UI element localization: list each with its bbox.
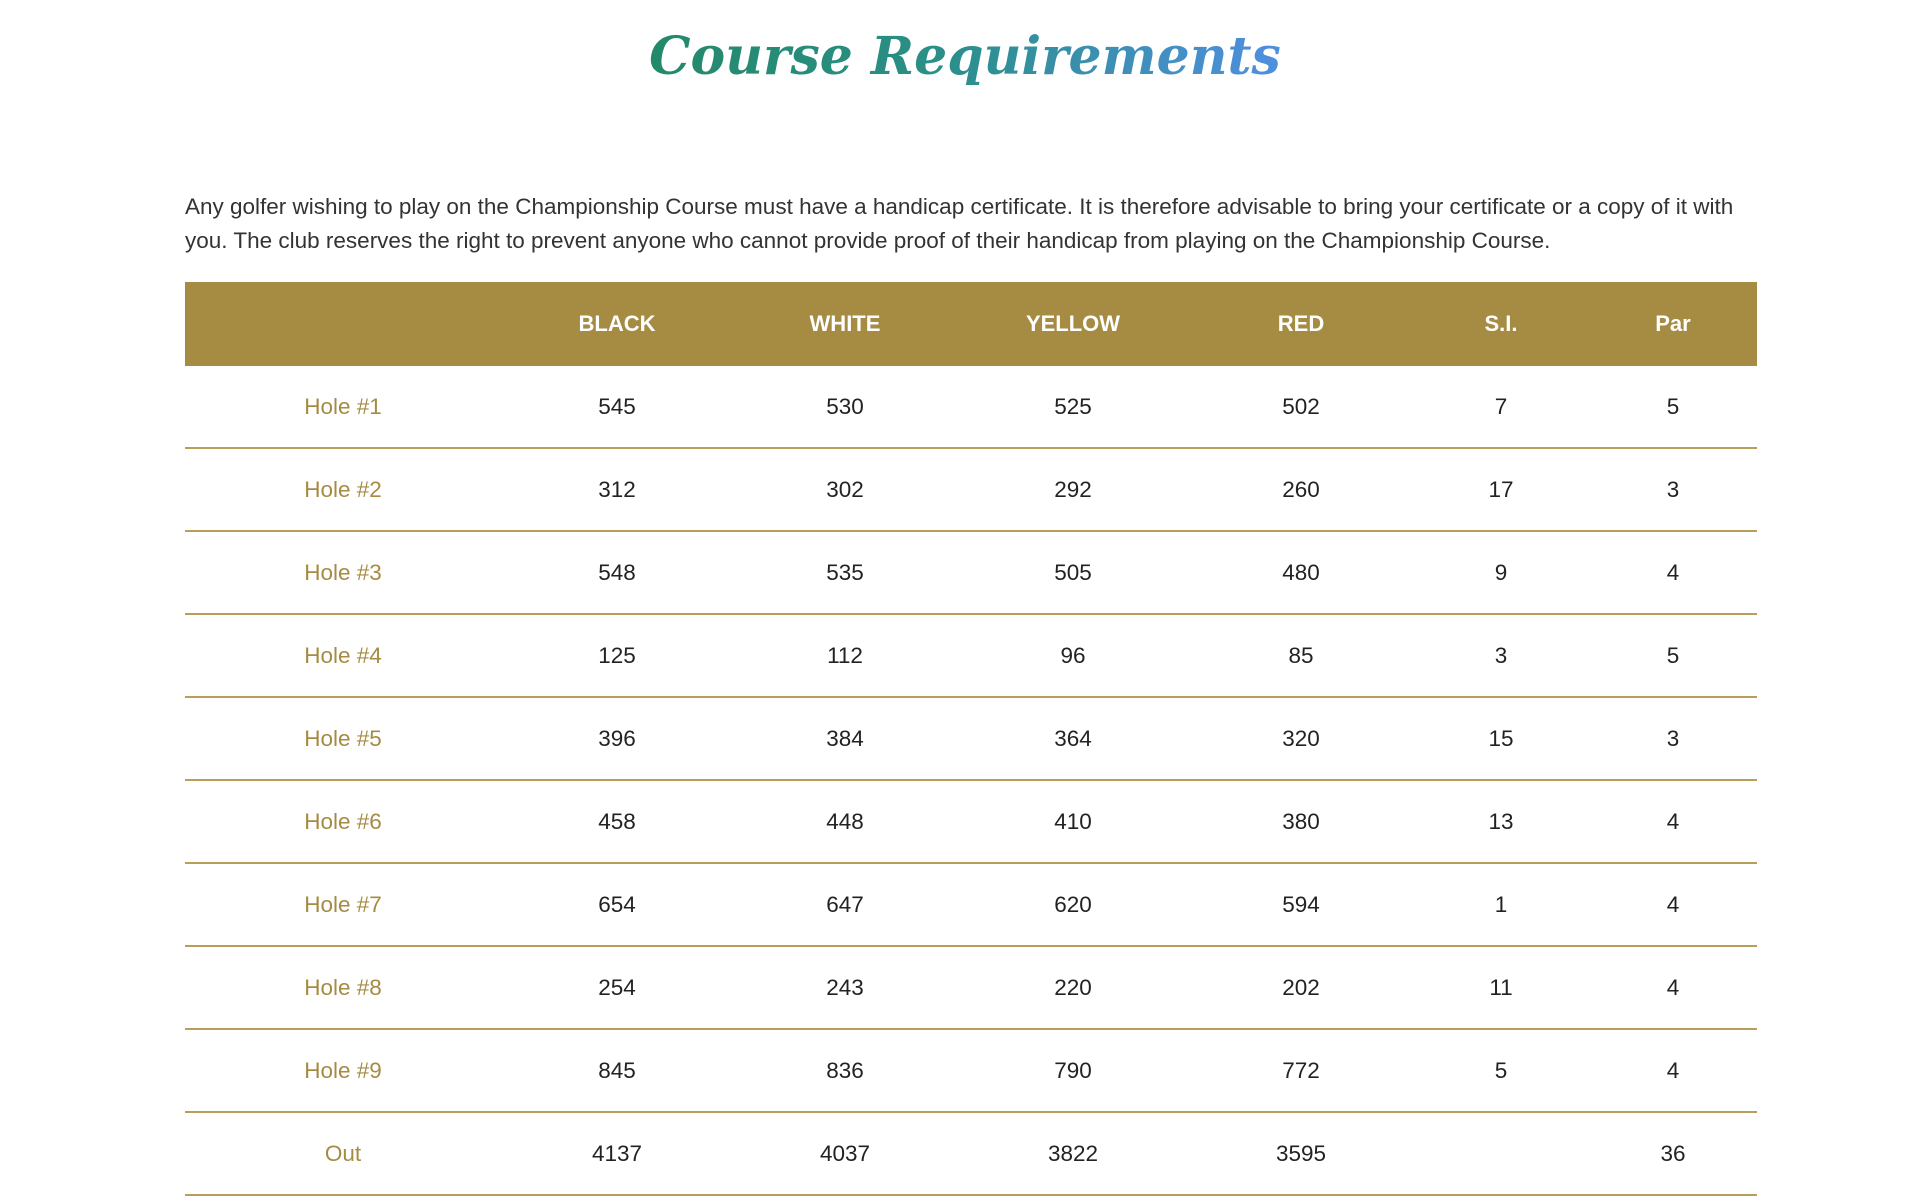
table-header	[185, 282, 1757, 366]
table-body	[185, 366, 1757, 1195]
cell-si: 9	[1413, 531, 1589, 614]
cell-hole-label: Hole #5	[185, 697, 501, 780]
cell-black: 458	[501, 780, 733, 863]
cell-white: 302	[733, 448, 957, 531]
cell-si: 15	[1413, 697, 1589, 780]
cell-hole-label: Hole #8	[185, 946, 501, 1029]
cell-si: 1	[1413, 863, 1589, 946]
table-row	[185, 780, 1757, 863]
cell-yellow: 96	[957, 614, 1189, 697]
cell-black: 4137	[501, 1112, 733, 1195]
cell-par: 4	[1589, 863, 1757, 946]
cell-red: 502	[1189, 366, 1413, 448]
table-header-row	[185, 282, 1757, 366]
table-row	[185, 946, 1757, 1029]
cell-white: 647	[733, 863, 957, 946]
cell-hole-label: Out	[185, 1112, 501, 1195]
cell-white: 4037	[733, 1112, 957, 1195]
cell-hole-label: Hole #2	[185, 448, 501, 531]
cell-hole-label: Hole #7	[185, 863, 501, 946]
cell-white: 112	[733, 614, 957, 697]
cell-black: 312	[501, 448, 733, 531]
cell-black: 548	[501, 531, 733, 614]
cell-yellow: 410	[957, 780, 1189, 863]
cell-black: 845	[501, 1029, 733, 1112]
cell-black: 125	[501, 614, 733, 697]
header-cell-par: Par	[1655, 311, 1691, 336]
table-row	[185, 1029, 1757, 1112]
cell-white: 530	[733, 366, 957, 448]
cell-red: 85	[1189, 614, 1413, 697]
cell-si	[1413, 1112, 1589, 1195]
cell-si: 17	[1413, 448, 1589, 531]
cell-hole-label: Hole #6	[185, 780, 501, 863]
course-requirements-table	[185, 282, 1757, 1196]
cell-white: 535	[733, 531, 957, 614]
cell-hole-label: Hole #9	[185, 1029, 501, 1112]
cell-yellow: 364	[957, 697, 1189, 780]
cell-par: 3	[1589, 697, 1757, 780]
cell-par: 5	[1589, 614, 1757, 697]
table-row	[185, 531, 1757, 614]
cell-hole-label: Hole #1	[185, 366, 501, 448]
cell-yellow: 3822	[957, 1112, 1189, 1195]
cell-si: 13	[1413, 780, 1589, 863]
header-cell-white: WHITE	[809, 311, 881, 336]
table-row	[185, 1112, 1757, 1195]
table-row	[185, 614, 1757, 697]
cell-white: 384	[733, 697, 957, 780]
course-table-container	[185, 282, 1757, 1196]
cell-si: 3	[1413, 614, 1589, 697]
cell-yellow: 790	[957, 1029, 1189, 1112]
intro-paragraph: Any golfer wishing to play on the Championship Course must have a handicap certificate. It is therefore advisable to bring your certificate or a copy of it with you. The club reserves the right to prevent anyone who cannot provide proof of their handicap from playing on the Championship Course.	[185, 194, 1734, 253]
cell-black: 254	[501, 946, 733, 1029]
cell-hole-label: Hole #3	[185, 531, 501, 614]
page-title	[0, 22, 1930, 92]
cell-black: 545	[501, 366, 733, 448]
cell-white: 448	[733, 780, 957, 863]
header-cell-black: BLACK	[578, 311, 656, 336]
table-row	[185, 366, 1757, 448]
cell-yellow: 220	[957, 946, 1189, 1029]
cell-red: 480	[1189, 531, 1413, 614]
cell-red: 3595	[1189, 1112, 1413, 1195]
cell-par: 4	[1589, 946, 1757, 1029]
table-row	[185, 448, 1757, 531]
page-title-text: Course Requirements	[649, 26, 1281, 87]
cell-par: 5	[1589, 366, 1757, 448]
cell-red: 380	[1189, 780, 1413, 863]
cell-yellow: 505	[957, 531, 1189, 614]
cell-red: 202	[1189, 946, 1413, 1029]
cell-yellow: 292	[957, 448, 1189, 531]
cell-par: 4	[1589, 531, 1757, 614]
cell-yellow: 525	[957, 366, 1189, 448]
table-row	[185, 697, 1757, 780]
cell-red: 594	[1189, 863, 1413, 946]
cell-white: 836	[733, 1029, 957, 1112]
cell-si: 7	[1413, 366, 1589, 448]
cell-par: 4	[1589, 780, 1757, 863]
header-cell-yellow: YELLOW	[1025, 311, 1121, 336]
header-cell-label	[185, 282, 501, 366]
table-row	[185, 863, 1757, 946]
cell-yellow: 620	[957, 863, 1189, 946]
cell-red: 320	[1189, 697, 1413, 780]
cell-si: 11	[1413, 946, 1589, 1029]
cell-white: 243	[733, 946, 957, 1029]
header-cell-red: RED	[1277, 311, 1325, 336]
cell-red: 260	[1189, 448, 1413, 531]
cell-par: 3	[1589, 448, 1757, 531]
cell-black: 396	[501, 697, 733, 780]
cell-si: 5	[1413, 1029, 1589, 1112]
cell-red: 772	[1189, 1029, 1413, 1112]
cell-black: 654	[501, 863, 733, 946]
cell-par: 36	[1589, 1112, 1757, 1195]
cell-par: 4	[1589, 1029, 1757, 1112]
header-cell-si: S.I.	[1484, 311, 1518, 336]
cell-hole-label: Hole #4	[185, 614, 501, 697]
